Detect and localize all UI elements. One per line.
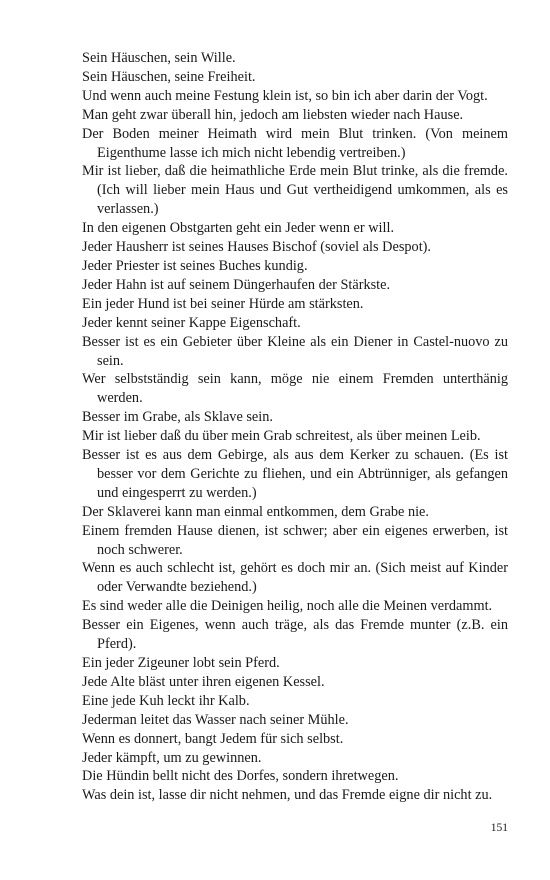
proverb-entry: Sein Häuschen, sein Wille. [82,50,236,66]
proverb-entry: Jeder Priester ist seines Buches kundig. [82,257,308,274]
proverb-entry: Jeder kämpft, um zu gewinnen. [82,749,262,766]
proverb-entry: Jeder Hahn ist auf seinem Düngerhaufen der Stärkste. [82,276,391,293]
proverb-entry: Der Sklaverei kann man einmal entkommen, dem Grabe nie. [82,503,429,520]
proverb-entry: Jede Alte bläst unter ihren eigenen Kessel. [82,673,325,690]
page-number: 151 [490,822,508,834]
proverb-entry: Besser ist es aus dem Gebirge, als aus dem Kerker zu schauen. (Es ist besser vor dem Gerichte zu fliehen, und ein Abtrünniger, als gefangen und eingesperrt zu werden.) [82,447,508,501]
proverb-list [82,49,508,805]
proverb-entry: Besser im Grabe, als Sklave sein. [82,409,273,426]
proverb-entry: Wenn es auch schlecht ist, gehört es doch mir an. (Sich meist auf Kinder oder Verwandte beziehend.) [82,560,508,596]
proverb-entry: Mir ist lieber daß du über mein Grab schreitest, als über meinen Leib. [82,428,481,445]
proverb-entry: Man geht zwar überall hin, jedoch am liebsten wieder nach Hause. [82,106,464,123]
proverb-entry: Eine jede Kuh leckt ihr Kalb. [82,692,250,709]
proverb-entry: Wenn es donnert, bangt Jedem für sich selbst. [82,730,344,747]
proverb-entry: In den eigenen Obstgarten geht ein Jeder wenn er will. [82,220,395,237]
proverb-entry: Einem fremden Hause dienen, ist schwer; aber ein eigenes erwerben, ist noch schwerer. [82,522,508,558]
proverb-entry: Wer selbstständig sein kann, möge nie einem Fremden unterthänig werden. [82,371,508,407]
proverb-entry: Sein Häuschen, seine Freiheit. [82,68,256,85]
proverb-entry: Jeder Hausherr ist seines Hauses Bischof (soviel als Despot). [82,239,432,256]
proverb-entry: Besser ist es ein Gebieter über Kleine als ein Diener in Castel-nuovo zu sein. [82,333,508,369]
proverb-entry: Es sind weder alle die Deinigen heilig, noch alle die Meinen verdammt. [82,598,493,615]
proverb-entry: Ein jeder Hund ist bei seiner Hürde am stärksten. [82,295,364,312]
proverb-entry: Jeder kennt seiner Kappe Eigenschaft. [82,314,301,331]
proverb-entry: Jederman leitet das Wasser nach seiner Mühle. [82,711,349,728]
proverb-entry: Der Boden meiner Heimath wird mein Blut trinken. (Von meinem Eigenthume lasse ich mich nicht lebendig vertreiben.) [82,125,508,161]
proverb-entry: Was dein ist, lasse dir nicht nehmen, und das Fremde eigne dir nicht zu. [82,787,493,804]
proverb-entry: Mir ist lieber, daß die heimathliche Erde mein Blut trinke, als die fremde. (Ich will lieber mein Haus und Gut vertheidigend umkommen, als es verlassen.) [82,163,508,218]
proverb-entry: Die Hündin bellt nicht des Dorfes, sondern ihretwegen. [82,768,399,785]
proverb-entry: Und wenn auch meine Festung klein ist, so bin ich aber darin der Vogt. [82,87,488,104]
proverb-entry: Ein jeder Zigeuner lobt sein Pferd. [82,655,280,671]
proverb-entry: Besser ein Eigenes, wenn auch träge, als das Fremde munter (z.B. ein Pferd). [82,617,508,653]
